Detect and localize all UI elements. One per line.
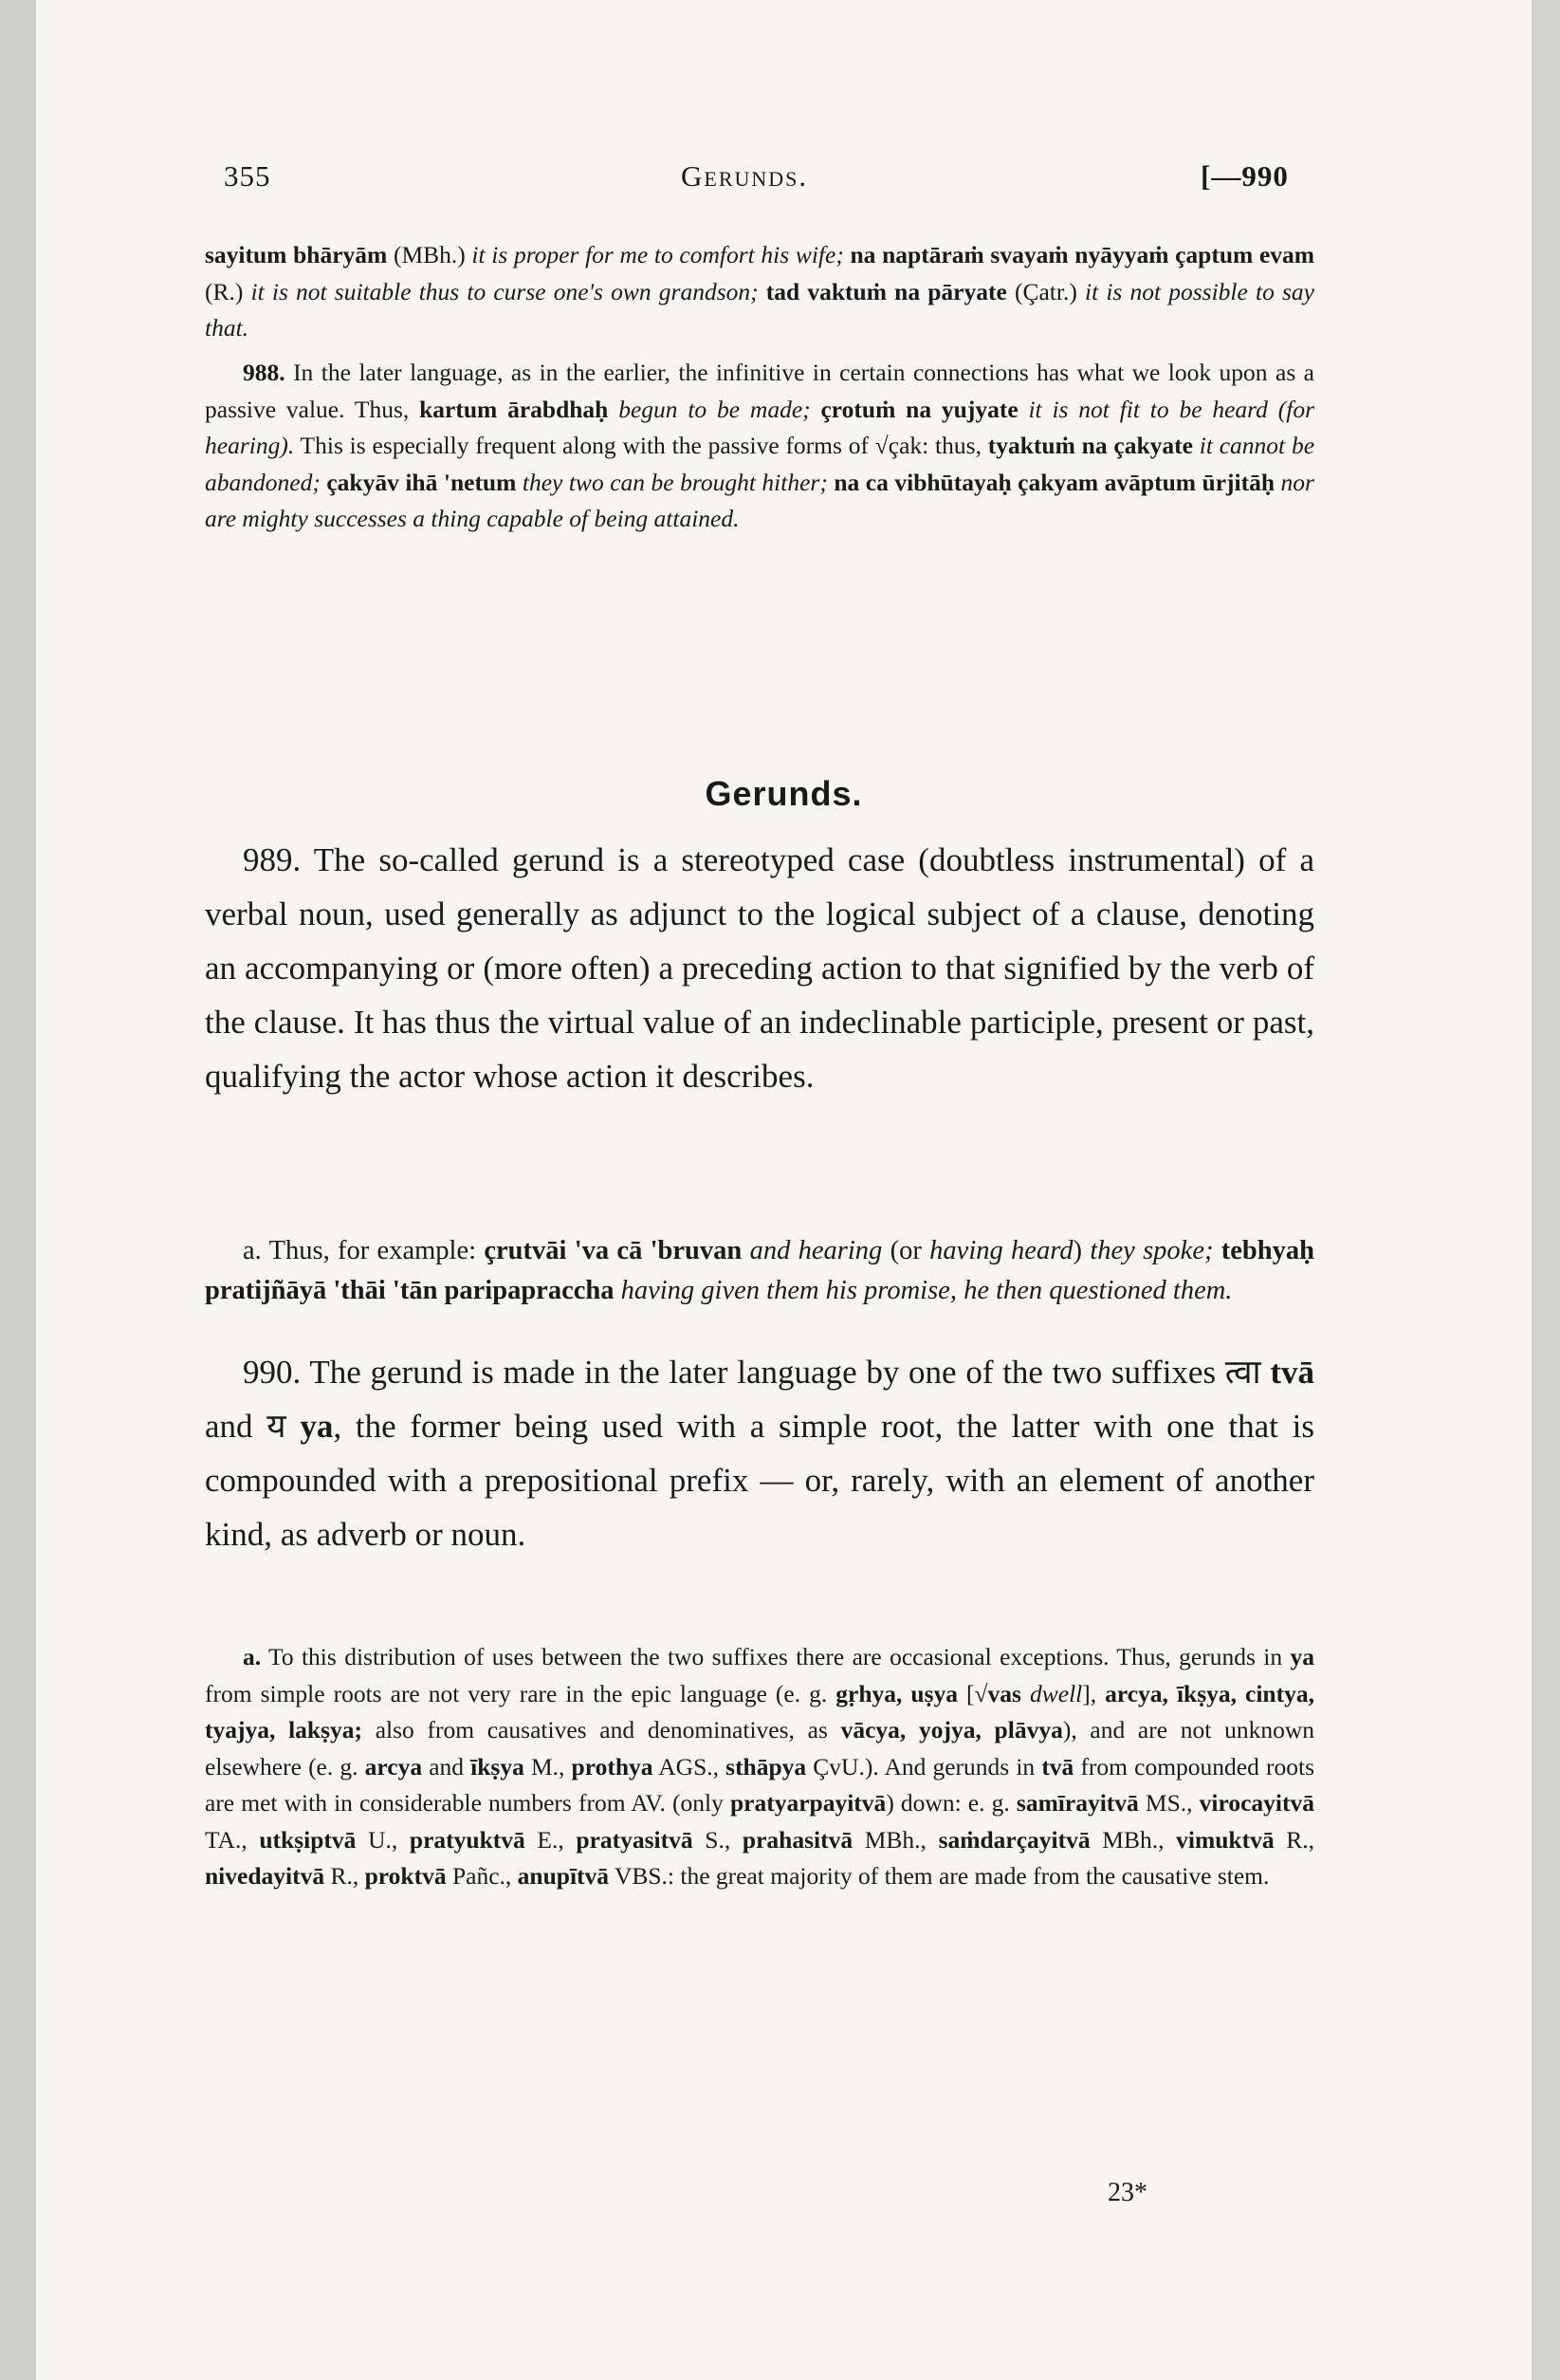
section-number: 989. (243, 841, 302, 878)
signature-mark: 23* (1108, 2178, 1147, 2207)
section-heading: Gerunds. (705, 774, 863, 813)
scan-left-margin (0, 0, 36, 2380)
book-page (36, 0, 1532, 2380)
section-number: 990. (243, 1354, 302, 1391)
paragraph-989: 989. The so-called gerund is a stereotyped case (doubtless instrumental) of a verbal noun, used generally as adjunct to the logical subject of a clause, denoting an accompanying or (more often) a preceding action to that signified by the verb of the clause. It has thus the virtual value of an indeclinable participle, present or past, qualifying the actor whose action it describes. (205, 841, 1314, 1095)
running-header (36, 159, 1532, 207)
paragraph-989a: a. Thus, for example: çrutvāi 'va cā 'bruvan and hearing (or having heard) they spoke; tebhyaḥ pratijñāyā 'thāi 'tān paripapraccha having given them his promise, he then questioned them. (205, 1236, 1314, 1305)
subsection-label: a. (243, 1236, 262, 1265)
running-title: Gerunds. (681, 159, 809, 193)
section-range: [—990 (1201, 159, 1289, 193)
page-number: 355 (224, 159, 271, 193)
paragraph-990: 990. The gerund is made in the later language by one of the two suffixes त्वा tvā and य ya, the former being used with a simple root, the latter with one that is compounded with a prepositional prefix — or, rarely, with an element of another kind, as adverb or noun. (205, 1354, 1315, 1553)
section-number: 988. (243, 359, 285, 386)
subsection-label: a. (243, 1643, 262, 1670)
paragraph-987-continuation: sayitum bhāryām (MBh.) it is proper for me to comfort his wife; na naptāraṁ svayaṁ nyāyyaṁ çaptum evam (R.) it is not suitable thus to curse one's own grandson; tad vaktuṁ na pāryate (Çatr.) it is not possible to say that. (205, 241, 1315, 341)
scan-right-margin (1532, 0, 1560, 2380)
devanagari-tva: त्वा (1224, 1354, 1261, 1391)
paragraph-990a: a. To this distribution of uses between the two suffixes there are occasional exceptions. Thus, gerunds in ya from simple roots are not very rare in the epic language (e. g. gṛhya, uṣya [√vas dwell], arcya, īkṣya, cintya, tyajya, lakṣya; also from causatives and denominatives, as vācya, yojya, plāvya), and are not unknown elsewhere (e. g. arcya and īkṣya M., prothya AGS., sthāpya ÇvU.). And gerunds in tvā from compounded roots are met with in considerable numbers from AV. (only pratyarpayitvā) down: e. g. samīrayitvā MS., virocayitvā TA., utkṣiptvā U., pratyuktvā E., pratyasitvā S., prahasitvā MBh., saṁdarçayitvā MBh., vimuktvā R., nivedayitvā R., proktvā Pañc., anupītvā VBS.: the great majority of them are made from the causative stem. (205, 1643, 1315, 1890)
devanagari-ya: य (266, 1408, 286, 1445)
paragraph-988: 988. In the later language, as in the earlier, the infinitive in certain connections has what we look upon as a passive value. Thus, kartum ārabdhaḥ begun to be made; çrotuṁ na yujyate it is not fit to be heard (for hearing). This is especially frequent along with the passive forms of √çak: thus, tyaktuṁ na çakyate it cannot be abandoned; çakyāv ihā 'netum they two can be brought hither; na ca vibhūtayaḥ çakyam avāptum ūrjitāḥ nor are mighty successes a thing capable of being attained. (205, 359, 1315, 532)
